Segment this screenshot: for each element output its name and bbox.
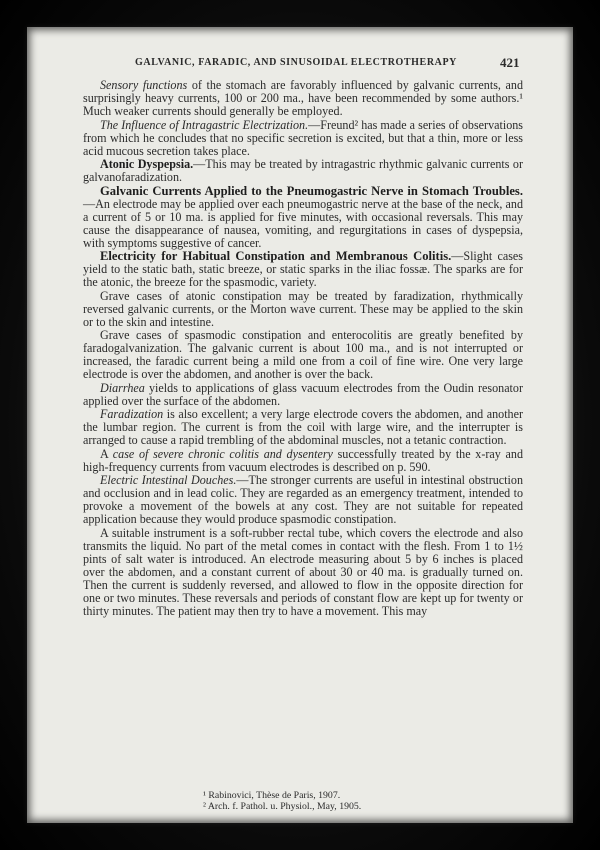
paragraph-atonic-dyspepsia [83,158,523,184]
footnote-2: ² Arch. f. Pathol. u. Physiol., May, 1905. [203,801,362,813]
heading-constipation-colitis: Electricity for Habitual Constipation and Membranous Colitis. [100,249,452,264]
heading-atonic-dyspepsia: Atonic Dyspepsia. [100,157,194,172]
paragraph-faradization [83,408,523,447]
footnotes [203,790,503,813]
paragraph-sensory-functions [83,79,523,118]
text-atonic-constipation: Grave cases of atonic constipation may be treated by faradization, rhythmically reversed galvanic currents, or the Morton wave current. These may be applied to the skin or to the skin and intestine. [83,288,523,329]
lead-diarrhea: Diarrhea [100,380,145,395]
text-diarrhea: yields to applications of glass vacuum electrodes from the Oudin resonator applied over the surface of the abdomen. [83,380,523,408]
page-header [27,57,573,73]
page-number: 421 [500,55,520,70]
paragraph-intragastric-electrization [83,119,523,158]
paragraph-constipation-colitis [83,250,523,289]
page-body [83,79,523,619]
text-faradization: is also excellent; a very large electrode covers the abdomen, and another the lumbar region. The current is from the coil with large wire, and the interrupter is arranged to cause a rapid trembling of the abdominal muscles, not a tetanic contraction. [83,407,523,448]
text-sensory-functions: of the stomach are favorably influenced by galvanic currents, and surprisingly heavy currents, 100 or 200 ma., have been recommended by some authors.¹ Much weaker currents should generally be employed. [83,78,523,119]
text-rectal-tube: A suitable instrument is a soft-rubber rectal tube, which covers the electrode and also transmits the liquid. No part of the metal comes in contact with the flesh. From 1 to 1½ pints of salt water is introduced. An electrode measuring about 5 by 6 inches is placed over the abdomen, and a constant current of about 30 or 40 ma. is gradually turned on. Then the current is suddenly reversed, and allowed to flow in the opposite direction for one or two minutes. These reversals and periods of constant flow are kept up for twenty or thirty minutes. The patient may then try to have a movement. This may [83,525,523,619]
pre-colitis-case: A [100,446,113,461]
paragraph-intestinal-douches [83,474,523,526]
running-head: GALVANIC, FARADIC, AND SINUSOIDAL ELECTROTHERAPY [135,57,458,68]
paragraph-colitis-case [83,448,523,474]
paragraph-spasmodic-constipation [83,329,523,381]
text-intragastric-electrization: —Freund² has made a series of observations from which he concludes that no specific secretion is excited, but that a thin, more or less acid mucous secretion takes place. [83,117,523,158]
lead-intragastric-electrization: The Influence of Intragastric Electrization. [100,117,309,132]
paragraph-atonic-constipation [83,290,523,329]
text-atonic-dyspepsia: —This may be treated by intragastric rhythmic galvanic currents or galvanofaradization. [83,157,523,185]
text-constipation-colitis: —Slight cases yield to the static bath, static breeze, or static sparks in the iliac fossæ. The sparks are for the atonic, the breeze for the spasmodic, variety. [83,249,523,290]
text-colitis-case: successfully treated by the x-ray and high-frequency currents from vacuum electrodes is described on p. 590. [83,446,523,474]
lead-faradization: Faradization [100,407,164,422]
heading-pneumogastric: Galvanic Currents Applied to the Pneumogastric Nerve in Stomach Troubles. [100,183,523,198]
paragraph-pneumogastric [83,185,523,250]
lead-intestinal-douches: Electric Intestinal Douches. [100,473,237,488]
footnote-1: ¹ Rabinovici, Thèse de Paris, 1907. [203,790,341,801]
text-pneumogastric: —An electrode may be applied over each pneumogastric nerve at the base of the neck, and a current of 5 or 10 ma. is applied for five minutes, with occasional reversals. This may cause the disappearance of nausea, vomiting, and regurgitations in cases of dyspepsia, with symptoms suggestive of cancer. [83,196,523,250]
text-intestinal-douches: —The stronger currents are useful in intestinal obstruction and occlusion and in lead colic. They are regarded as an emergency treatment, intended to provoke a movement of the bowels at any cost. They are not suitable for repeated application because they would produce spasmodic constipation. [83,473,523,527]
paragraph-rectal-tube [83,527,523,618]
paragraph-diarrhea [83,382,523,408]
lead-sensory-functions: Sensory functions [100,78,188,92]
lead-colitis-case: case of severe chronic colitis and dysentery [112,446,333,461]
text-spasmodic-constipation: Grave cases of spasmodic constipation and enterocolitis are greatly benefited by faradogalvanization. The galvanic current is about 100 ma., and is not interrupted or increased, the faradic current being a mild one from a coil of fine wire. One very large electrode is over the abdomen, and another is over the back. [83,328,523,382]
